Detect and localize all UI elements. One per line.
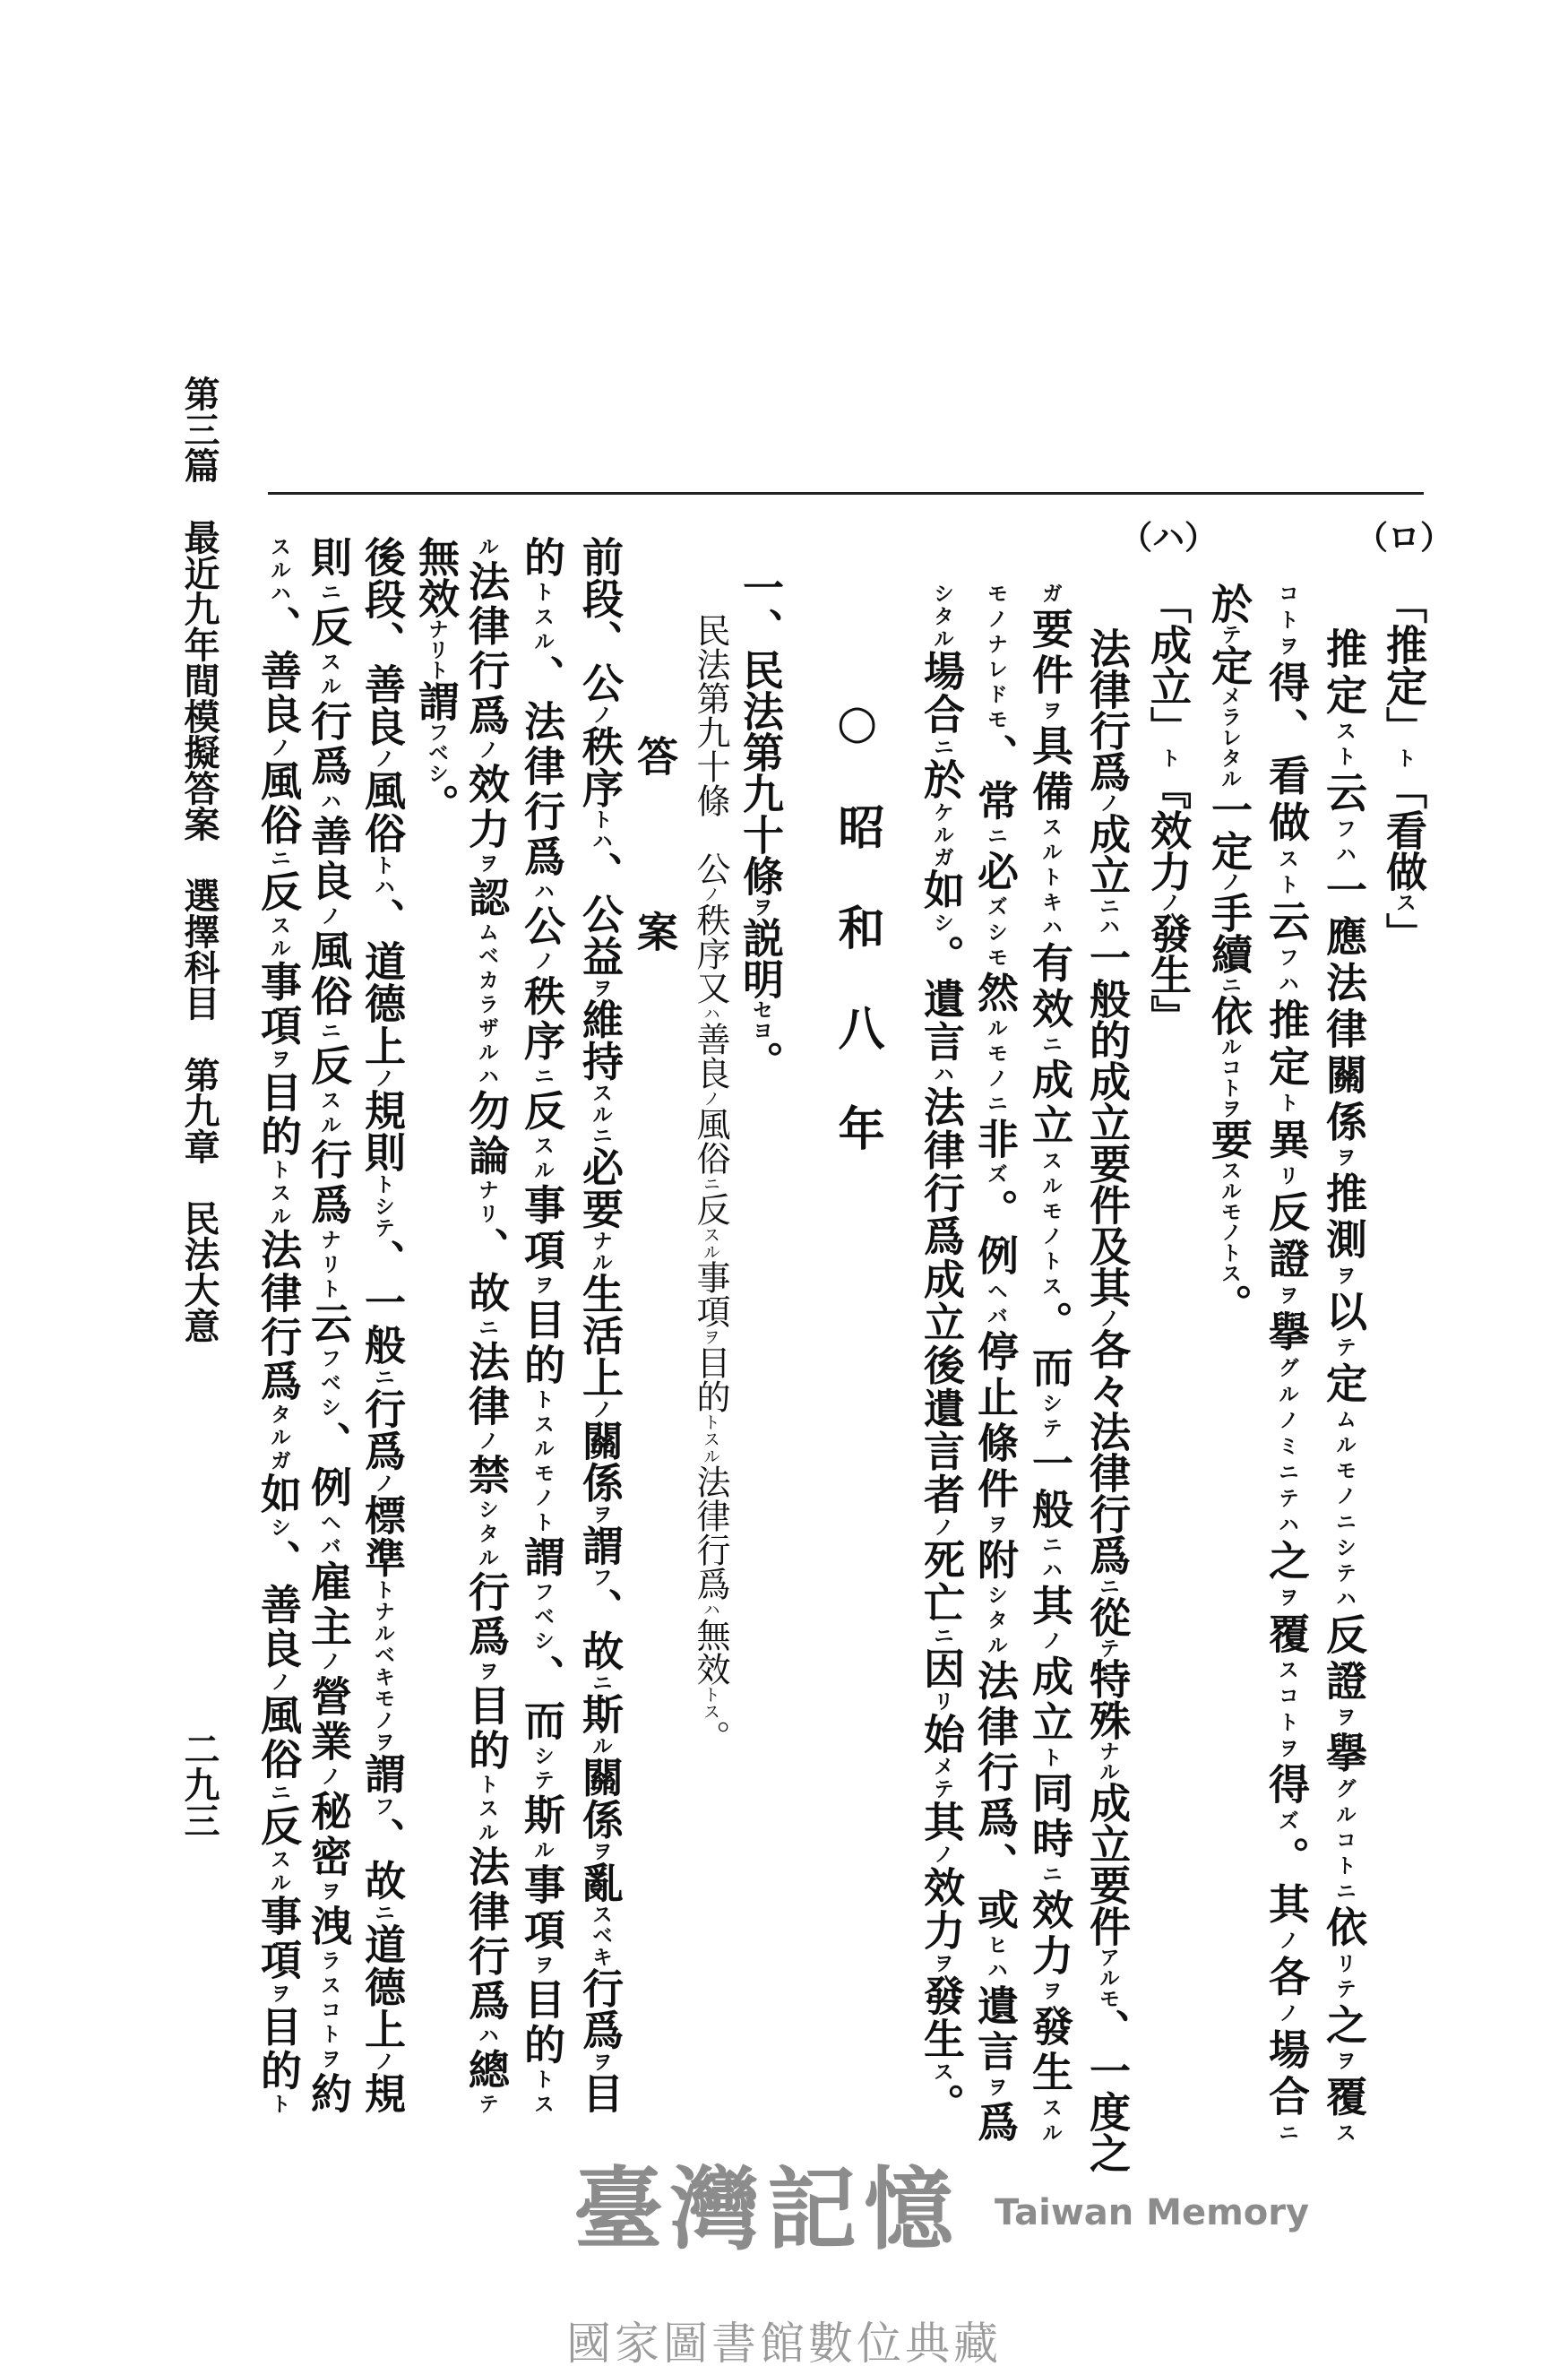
section-ro-label: （ロ）: [1356, 519, 1453, 557]
watermark-logo: 臺灣記憶: [573, 2156, 961, 2262]
section-ha-line: 法律行爲ノ成立ニハ一般的成立要件及其ノ各々法律行爲ニ從テ特殊ナル成立要件アルモ、一度之: [1083, 627, 1132, 2173]
header-rule: [268, 492, 1424, 495]
article-text: 民法第九十條 公ノ秩序又ハ善良ノ風俗ニ反スル事項ヲ目的トスル法律行爲ハ無效トス。: [691, 613, 730, 1754]
question: 一、民法第九十條ヲ説明セヨ。: [737, 566, 785, 1082]
page-number: 二九三: [178, 1731, 220, 1838]
footer-archive-label: 國家圖書館數位典藏: [566, 2318, 1002, 2370]
answer-line: ル法律行爲ノ效力ヲ認ムベカラザルハ勿論ナリ、故ニ法律ノ禁シタル行爲ヲ目的トスル法律行爲ハ總テ: [462, 536, 511, 2114]
answer-line: 前段、公ノ秩序トハ、公益ヲ維持スルニ必要ナル生活上ノ關係ヲ謂フ、故ニ斯ル關係ヲ亂スベキ行爲ヲ目: [576, 536, 625, 2114]
answer-line: 則ニ反スル行爲ハ善良ノ風俗ニ反スル行爲ナリト云フベシ、例ヘバ雇主ノ營業ノ秘密ヲ洩ラスコトヲ約: [305, 536, 353, 2114]
section-ha-label: （ハ）: [1120, 519, 1218, 557]
section-ro-line: 於テ定メラレタル一定ノ手續ニ依ルコトヲ要スルモノトス。: [1205, 583, 1254, 1325]
year-title: ○昭和八年: [830, 695, 884, 1205]
watermark-english: Taiwan Memory: [995, 2192, 1310, 2233]
section-ha-line: モノナレドモ、常ニ必ズシモ然ルモノニ非ズ。例ヘバ停止條件ヲ附シタル法律行爲、或ヒハ遺言ヲ爲: [971, 583, 1020, 2143]
section-ha-line: ガ要件ヲ具備スルトキハ有效ニ成立スルモノトス。而シテ一般ニハ其ノ成立ト同時ニ效力ヲ發生スル: [1026, 583, 1074, 2143]
answer-line: 無效ナリト謂フベシ。: [412, 536, 461, 825]
answer-heading: 答案: [631, 735, 679, 1086]
answer-line: 的トスル、法律行爲ハ公ノ秩序ニ反スル事項ヲ目的トスルモノト謂フベシ、而シテ斯ル事項ヲ目的トス: [518, 536, 566, 2114]
answer-line: スルハ、善良ノ風俗ニ反スル事項ヲ目的トスル法律行爲タルガ如シ、善良ノ風俗ニ反スル事項ヲ目的ト: [254, 536, 303, 2114]
section-ro-heading: 「推定」ト「看做ス」: [1380, 583, 1428, 954]
running-header: 第三篇 最近九年間模擬答案 選擇科目 第九章 民法大意: [178, 376, 220, 1343]
section-ha-heading: 「成立」ト『效力ノ發生』: [1144, 583, 1193, 1036]
section-ro-line: 推定スト云フハ一應法律關係ヲ推測ヲ以テ定ムルモノニシテハ反證ヲ擧グルコトニ依リテ之ヲ覆ス: [1320, 627, 1368, 2143]
section-ha-line: シタル場合ニ於ケルガ如シ。遺言ハ法律行爲成立後遺言者ノ死亡ニ因リ始メテ其ノ效力ヲ發生ス。: [918, 583, 966, 2125]
section-ro-line: コトヲ得、看做スト云フハ推定ト異リ反證ヲ擧グルノミニテハ之ヲ覆スコトヲ得ズ。其ノ各ノ場合ニ: [1262, 583, 1311, 2143]
answer-line: 後段、善良ノ風俗トハ、道德上ノ規則トシテ、一般ニ行爲ノ標準トナルベキモノヲ謂フ、故ニ道德上ノ規: [358, 536, 407, 2114]
